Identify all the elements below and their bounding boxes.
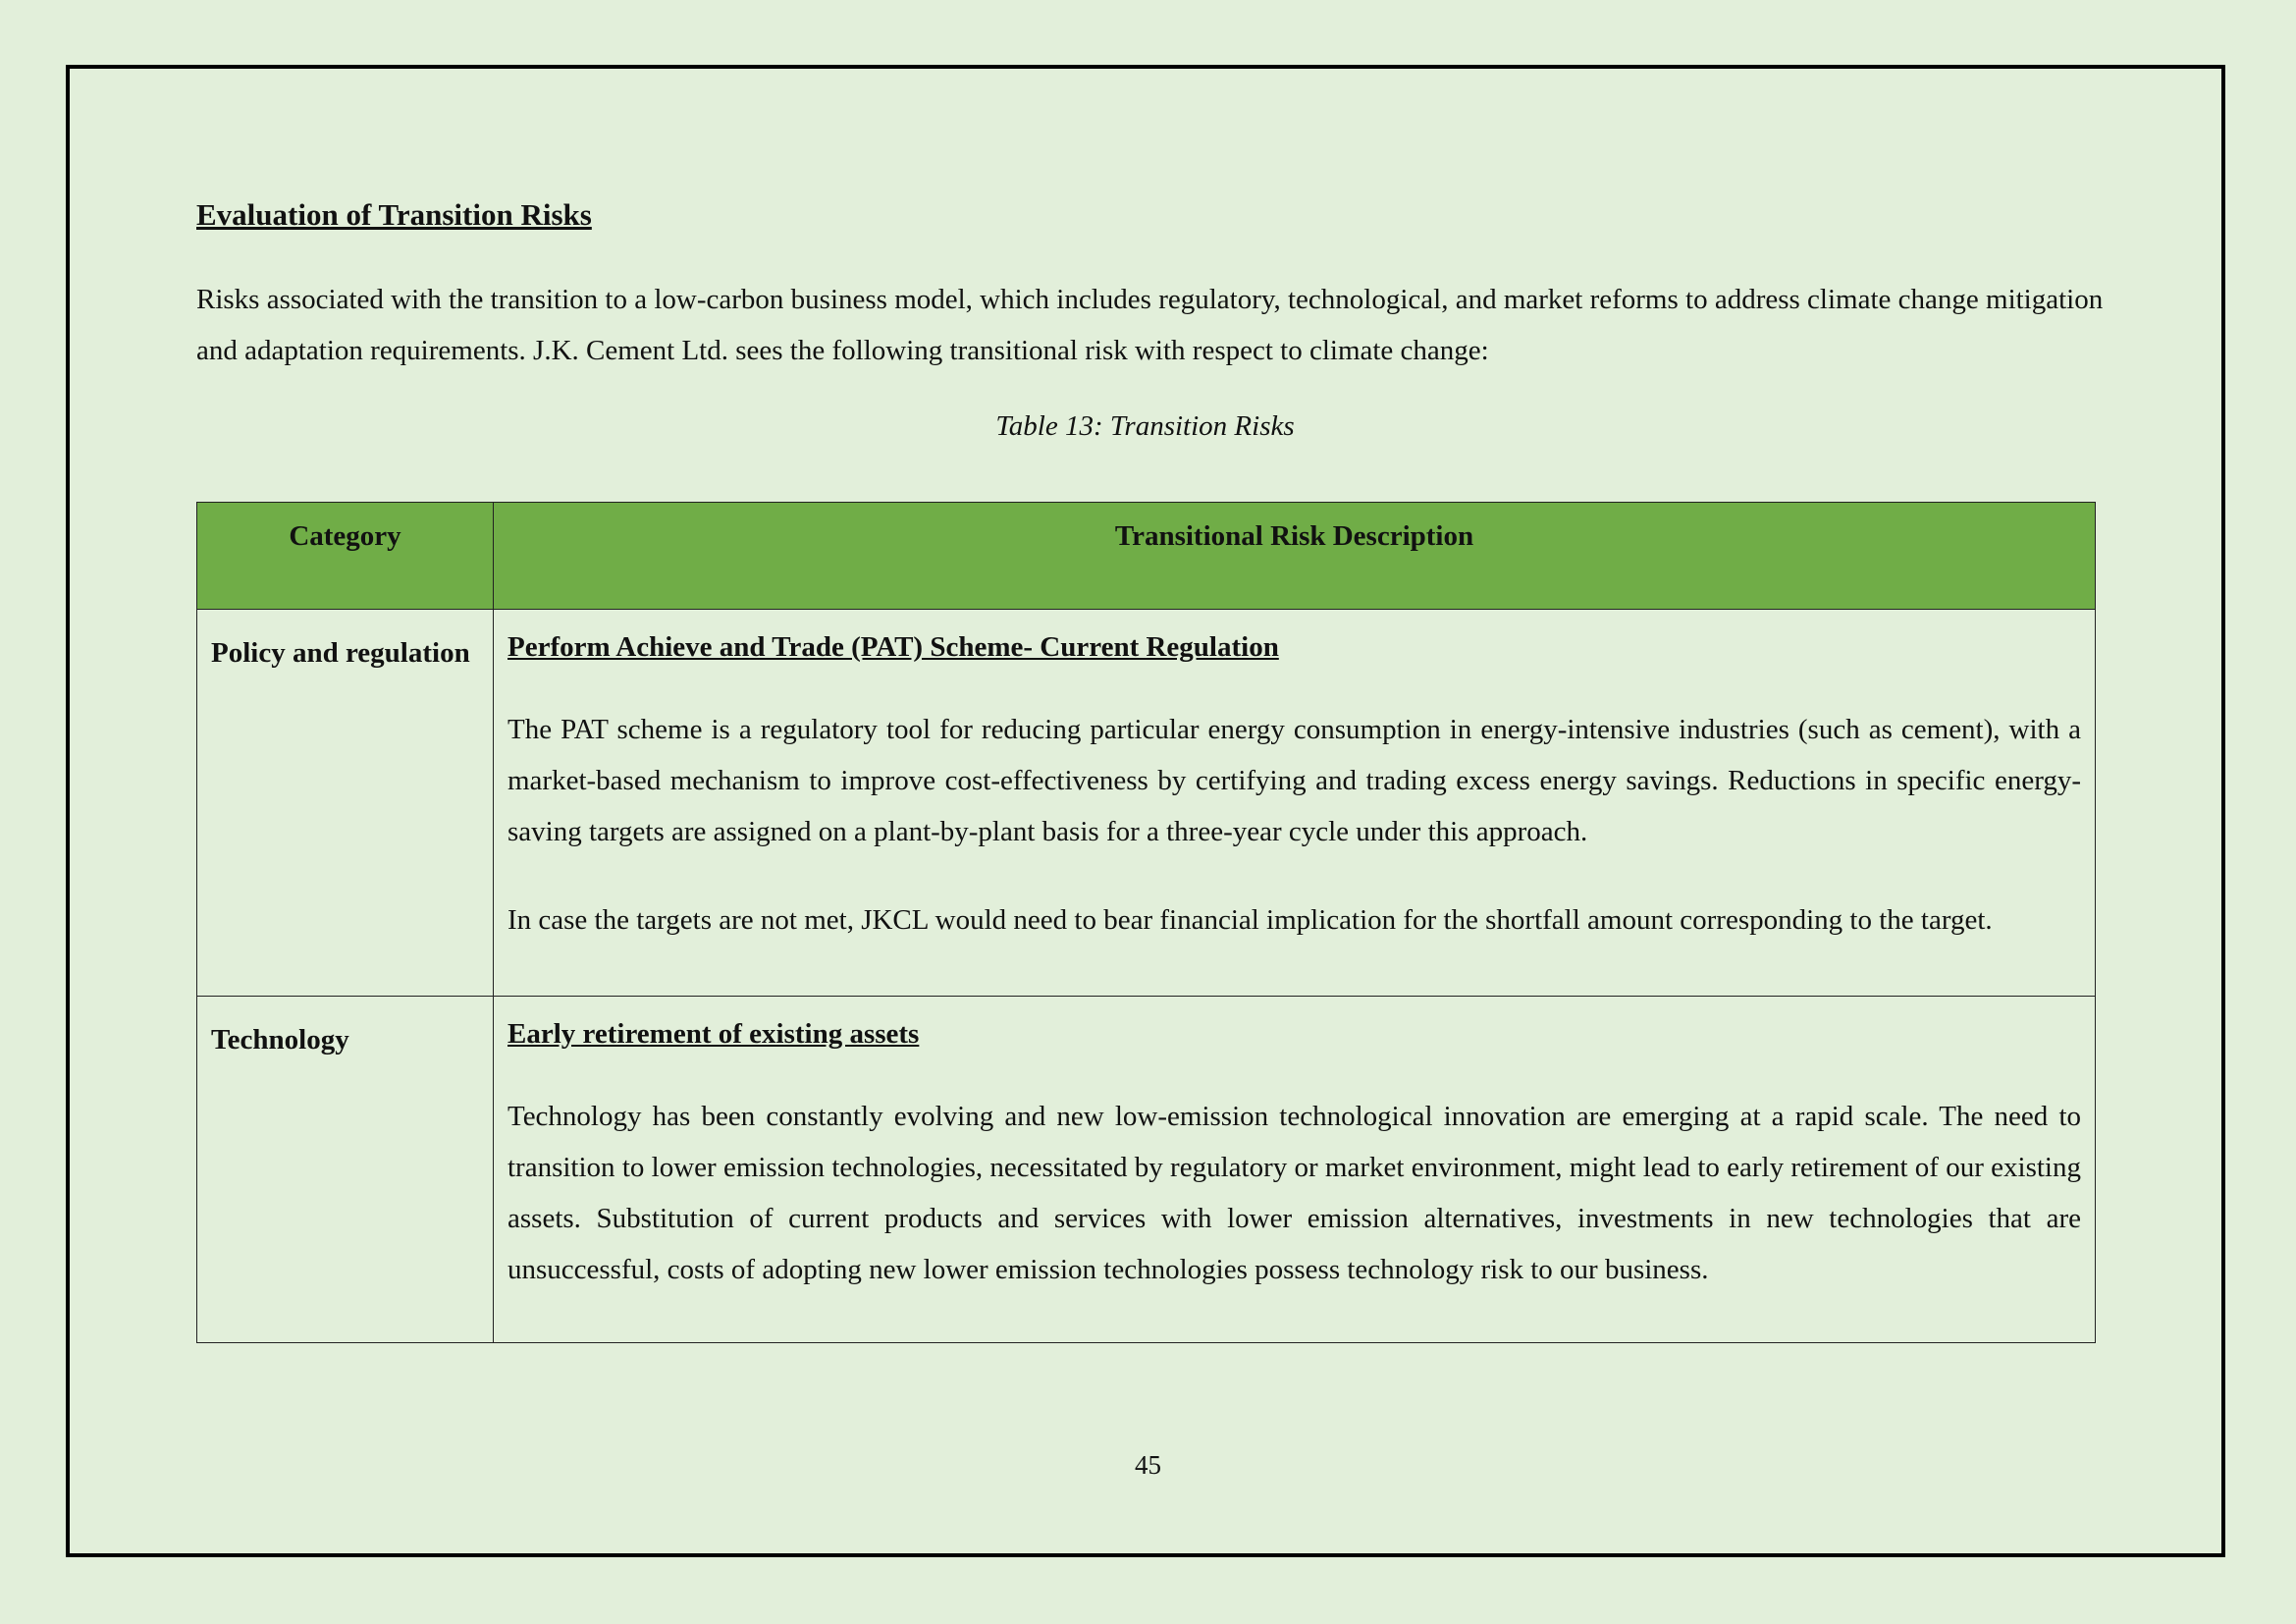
table-row [197,997,2096,1343]
risk-paragraph: In case the targets are not met, JKCL would need to bear financial implication for the shortfall amount corresponding to the target. [507,904,1993,936]
category-cell: Policy and regulation [197,610,494,997]
risk-paragraph: Technology has been constantly evolving and new low-emission technological innovation are emerging at a rapid scale. The need to transition to lower emission technologies, necessitated by regulatory or market environment, might lead to early retirement of our existing assets. Substitution of current products and services with lower emission alternatives, investments in new technologies that are unsuccessful, costs of adopting new lower emission technologies possess technology risk to our business. [507,1101,2081,1285]
document-body [196,192,2104,449]
table-row [197,610,2096,997]
header-description: Transitional Risk Description [494,503,2096,610]
risk-paragraph: The PAT scheme is a regulatory tool for reducing particular energy consumption in energy-intensive industries (such as cement), with a market-based mechanism to improve cost-effectiveness by certifying and trading excess energy savings. Reductions in specific energy-saving targets are assigned on a plant-by-plant basis for a three-year cycle under this approach. [507,714,2081,847]
table-caption: Table 13: Transition Risks [995,410,1295,442]
description-cell [494,997,2096,1343]
table-header-row [197,503,2096,610]
risk-heading: Early retirement of existing assets [507,1018,920,1050]
description-cell [494,610,2096,997]
category-cell: Technology [197,997,494,1343]
section-title: Evaluation of Transition Risks [196,197,592,232]
header-category: Category [197,503,494,610]
intro-paragraph: Risks associated with the transition to a low-carbon business model, which includes regulatory, technological, and market reforms to address climate change mitigation and adaptation requirements. J.K. Cement Ltd. sees the following transitional risk with respect to climate change: [196,284,2104,366]
page-number: 45 [1135,1450,1161,1480]
transition-risks-table [196,502,2096,1343]
risk-heading: Perform Achieve and Trade (PAT) Scheme- Current Regulation [507,631,1279,663]
